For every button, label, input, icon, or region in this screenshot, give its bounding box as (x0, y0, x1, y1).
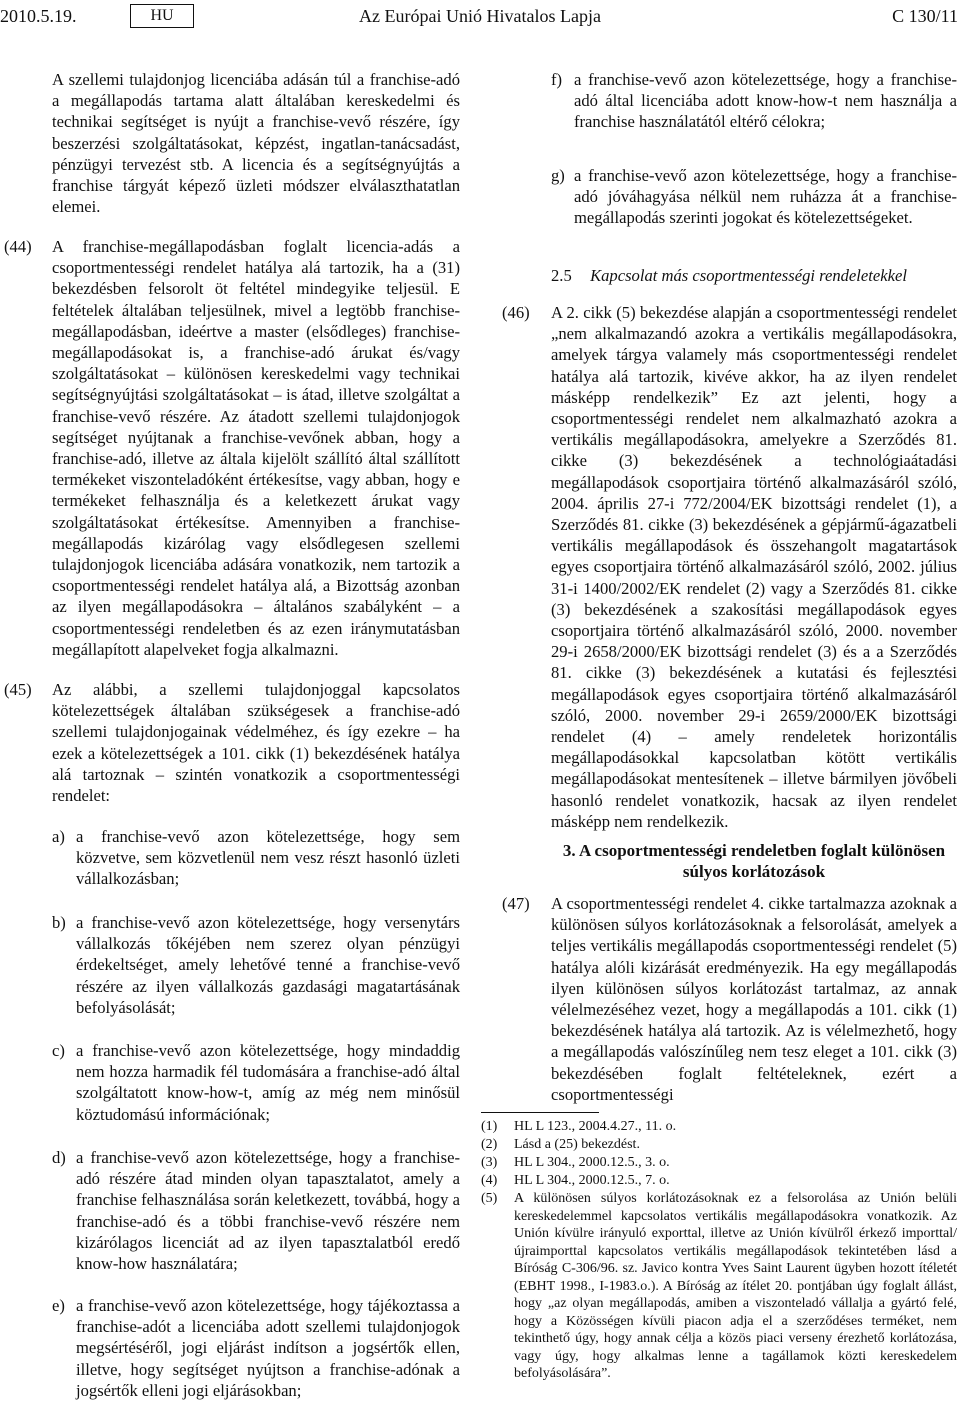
left-intro-paragraph: A szellemi tulajdonjog licenciába adásán túl a franchise-adó a megállapodás tartama alatt általában kereskedelmi és technikai segítséget is nyújt a franchise-vevő részére, így beszerzési szolgáltatásokat, képzést, ingatlan-tanácsadást, pénzügyi tervezést stb. A licencia és a segítségnyújtás a franchise tárgyát képező üzleti módszer elválaszthatatlan elemei. (52, 70, 460, 217)
section-2-5-title: Kapcsolat más csoportmentességi rendeletekkel (590, 266, 907, 285)
item-b-label: b) (52, 913, 66, 932)
footnote-3: (3) HL L 304., 2000.12.5., 3. o. (481, 1155, 670, 1170)
item-g: a franchise-vevő azon kötelezettsége, hogy a franchise-adó jóváhagyása nélkül nem ruházza át a franchise-megállapodás szerinti jogokat és kötelezettségeket. (574, 166, 957, 228)
section-2-5-number: 2.5 (551, 266, 572, 285)
paragraph-47-number: (47) (502, 894, 530, 913)
paragraph-45: Az alábbi, a szellemi tulajdonjoggal kapcsolatos kötelezettségek általában szükségesek a franchise-adó szellemi tulajdonjogainak védelméhez, és így ezekre – ha ezek a kötelezettségek a 101. cikk (1) bekezdésének hatálya alá tartoznak – szintén vonatkozik a csoportmentességi rendelet: (52, 680, 460, 806)
section-3-number: 3. (562, 841, 576, 860)
page-header (0, 6, 960, 30)
item-b: a franchise-vevő azon kötelezettsége, hogy versenytárs vállalkozás tőkéjében nem szerez olyan pénzügyi érdekeltséget, amely lehetővé tenné a franchise-vevő részére az ilyen vállalkozás gazdasági magatartásának befolyásolását; (76, 913, 460, 1017)
section-3-heading (551, 840, 957, 882)
paragraph-44-number: (44) (4, 237, 32, 256)
item-g-label: g) (551, 166, 565, 185)
item-c: a franchise-vevő azon kötelezettsége, hogy mindaddig nem hozza harmadik fél tudomására a franchise-adó által szolgáltatott know-how-t, amíg az még nem minősül köztudomású információnak; (76, 1041, 460, 1124)
paragraph-44: A franchise-megállapodásban foglalt licencia-adás a csoportmentességi rendelet hatálya alá tartozik, ha a (31) bekezdésben felsorolt öt feltétel mindegyike teljesül. E feltételek általában teljesülnek, mivel a legtöbb franchise-megállapodásban, ideértve a master (elsődleges) franchise-megállapodásokat is, a franchise-adó árukat és/vagy szolgáltatásokat – különösen kereskedelmi vagy technikai segítségnyújtási szolgáltatásokat – is átad, illetve szolgáltat a franchise-vevő részére. Az átadott szellemi tulajdonjogok segítséget nyújtanak a franchise-vevőnek abban, hogy a franchise-adó, illetve az általa kijelölt szállító által szállított termékeket viszonteladóként értékesítse, vagy abban, hogy e termékeket felhasználja és a keletkezett árukat vagy szolgáltatásokat értékesítse. Amennyiben a franchise-megállapodás kizárólag vagy elsődlegesen szellemi tulajdonjogok licenciába adására vonatkozik, nem tartozik a csoportmentességi rendelet hatálya alá, a Bizottság azonban az ilyen megállapodásokra – általános szabályként – a csoportmentességi rendeletben és az ezen iránymutatásban megállapított alapelveket fogja alkalmazni. (52, 237, 460, 659)
journal-title: Az Európai Unió Hivatalos Lapja (359, 6, 601, 26)
item-f: a franchise-vevő azon kötelezettsége, hogy a franchise-adó által licenciába adott know-how-t nem használja a franchise használatától eltérő célokra; (574, 70, 957, 132)
footnote-4: (4) HL L 304., 2000.12.5., 7. o. (481, 1173, 670, 1188)
footnote-2: (2) Lásd a (25) bekezdést. (481, 1137, 640, 1152)
item-f-label: f) (551, 70, 563, 89)
paragraph-46-number: (46) (502, 303, 530, 322)
footnote-1: (1) HL L 123., 2004.4.27., 11. o. (481, 1119, 677, 1134)
paragraph-46: A 2. cikk (5) bekezdése alapján a csoportmentességi rendelet „nem alkalmazandó azokra a vertikális megállapodásokra, amelyek tárgya valamely más csoportmentességi rendelet hatálya alá tartozik, kivéve akkor, ha az ilyen rendelet másképp rendelkezik” Ez azt jelenti, hogy a csoportmentességi rendelet nem alkalmazható azokra a vertikális megállapodásokra, amelyekre a Szerződés 81. cikke (3) bekezdésének a technológiaátadási megállapodások csoportjaira történő alkalmazásáról szóló, 2004. április 27-i 772/2004/EK bizottsági rendelet (1), a Szerződés 81. cikke (3) bekezdésének a gépjármű-ágazatbeli vertikális megállapodások és összehangolt magatartások egyes csoportjaira történő alkalmazásáról szóló, 2002. július 31-i 1400/2002/EK rendelet (2) vagy a Szerződés 81. cikke (3) bekezdésének a szakosítási megállapodások egyes csoportjaira történő alkalmazásáról szóló, 2000. november 29-i 2658/2000/EK bizottsági rendelet (3) és a a Szerződés 81. cikke (3) bekezdésének a kutatási és fejlesztési megállapodások egyes csoportjaira történő alkalmazásáról szóló, 2000. november 29-i 2659/2000/EK bizottsági rendelet (4) – amely rendeletek horizontális megállapodásokkal kapcsolatban kötött vertikális megállapodásokat mentesítenek – illetve bármilyen jövőbeli hasonló rendelet vonatkozik, hacsak az ilyen rendelet másképp nem rendelkezik. (551, 303, 957, 831)
item-e: a franchise-vevő azon kötelezettsége, hogy tájékoztassa a franchise-adót a licenciába adott szellemi tulajdonjogok megsértéséről, jogi eljárást indítson a jogsértők ellen, illetve, hogy segítséget nyújtson a franchise-adónak a jogsértők elleni jogi eljárásokban; (76, 1296, 460, 1400)
section-3-title: A csoportmentességi rendeletben foglalt különösen súlyos korlátozások (578, 841, 946, 882)
page-reference: C 130/11 (892, 6, 958, 26)
footnote-separator (481, 1112, 599, 1113)
paragraph-47: A csoportmentességi rendelet 4. cikke tartalmazza azoknak a különösen súlyos korlátozásoknak a felsorolását, amelyek a teljes vertikális megállapodás csoportmentességi rendelet (5) hatálya alóli kizárását eredményezik. Ha egy megállapodás ilyen különösen súlyos korlátozást tartalmaz, az annak vélelmezéséhez vezet, hogy a megállapodás a 101. cikk (1) bekezdésének hatálya alá tartozik. Az is vélelmezhető, hogy a megállapodás valószínűleg nem tesz eleget a 101. cikk (3) bekezdésében foglalt feltételeknek, ezért a csoportmentességi (551, 894, 957, 1104)
language-badge: HU (130, 4, 194, 28)
item-d-label: d) (52, 1148, 66, 1167)
item-a: a franchise-vevő azon kötelezettsége, hogy sem közvetve, sem közvetlenül nem vesz részt hasonló üzleti vállalkozásban; (76, 827, 460, 889)
item-e-label: e) (52, 1296, 65, 1315)
section-2-5-heading (551, 265, 957, 286)
footnote-5: (5) A különösen súlyos korlátozásoknak ez a felsorolása az Unión belüli kereskedelemmel kapcsolatos vertikális megállapodásokra vonatkozik. Az Unión kívülre irányuló exporttal, illetve az Unión kívülről érkező importtal/újraimporttal kapcsolatos vertikális megállapodások tekintetében lásd a Bíróság C-306/96. sz. Javico kontra Yves Saint Laurent ügyben hozott ítéletét (EBHT 1998., I-1983.o.). A Bíróság az ítélet 20. pontjában úgy foglalt állást, hogy „az olyan megállapodás, amiben a viszonteladó vállalja a gyártó felé, hogy a Közösségen kívüli piacon adja el a szerződéses terméket, nem tekinthető úgy, hogy annak célja a közös piaci verseny érezhető korlátozása, vagy úgy, hogy alkalmas lenne a tagállamok közti kereskedelem befolyásolására”. (481, 1191, 957, 1381)
publication-date: 2010.5.19. (0, 6, 77, 26)
paragraph-45-number: (45) (4, 680, 32, 699)
item-a-label: a) (52, 827, 65, 846)
item-c-label: c) (52, 1041, 65, 1060)
item-d: a franchise-vevő azon kötelezettsége, hogy a franchise-adó részére átad minden olyan tapasztalatot, amely a franchise felhasználása során keletkezett, továbbá, hogy a franchise-adó és a többi franchise-vevő részére nem kizárólagos licenciát ad az ilyen tapasztalatból eredő know-how használatára; (76, 1148, 460, 1274)
